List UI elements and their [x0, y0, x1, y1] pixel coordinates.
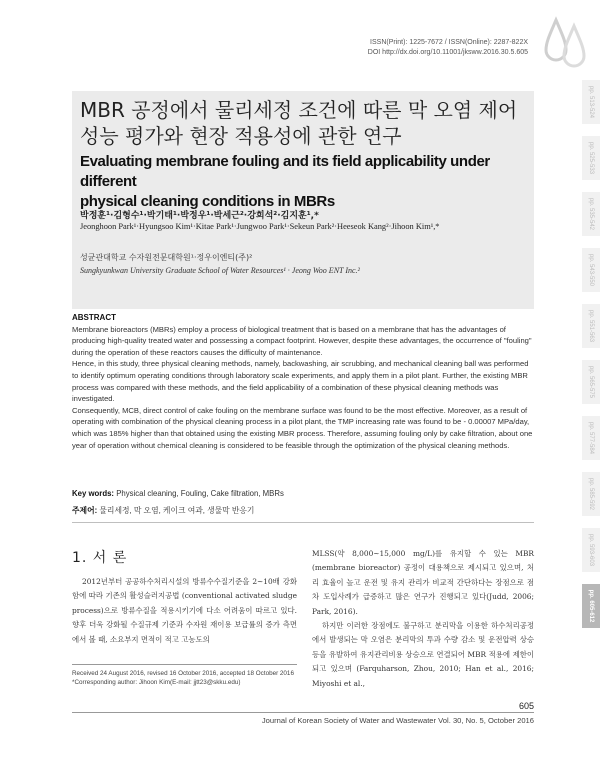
keywords-korean	[72, 505, 534, 516]
page-index-sidebar	[578, 80, 600, 710]
keywords-value: 물리세정, 막 오염, 케이크 여과, 생물막 반응기	[99, 506, 255, 515]
title-block	[72, 91, 534, 309]
sidebar-tab-label: pp. 605-612	[588, 589, 594, 623]
sidebar-tab-label: pp. 525-533	[588, 141, 594, 175]
sidebar-tab-label: pp. 593-603	[588, 533, 594, 567]
page-number: 605	[518, 701, 534, 711]
authors-korean: 박정훈¹·김형수¹·박기태¹·박정우¹·박세근²·강희석²·김지훈¹,*	[80, 211, 319, 221]
abstract-heading: ABSTRACT	[72, 313, 116, 322]
sidebar-tab[interactable]	[582, 416, 600, 460]
section-heading: 1. 서 론	[72, 550, 128, 566]
authors-english: Jeonghoon Park¹·Hyungsoo Kim¹·Kitae Park¹·Jungwoo Park¹·Sekeun Park²·Heeseok Kang²·Jihoon Kim¹,*	[80, 222, 440, 231]
body-paragraph: 2012년부터 공공하수처리시설의 방류수수질기준을 2~10배 강화함에 따라 기존의 활성슬러지공법 (conventional activated sludge process)으로 방류수질을 적용시키기에 다소 어려움이 따르고 있다. 향후 더욱 강화될 수질규제 기준과 수자원 재이용 보급률의 증가 측면에서 볼 때, 소요부지 면적이 적고 고농도의	[72, 577, 297, 644]
sidebar-tab[interactable]	[582, 136, 600, 180]
corresponding-author: *Corresponding author: Jihoon Kim(E-mail: jjtt23@skku.edu)	[72, 679, 241, 686]
sidebar-tab-label: pp. 565-575	[588, 365, 594, 399]
body-paragraph: 하지만 이러한 장점에도 불구하고 분리막을 이용한 하수처리공정에서 발생되는 막 오염은 분리막의 투과 수량 감소 및 운전압력 상승 등을 유발하여 유지관리비용 상승으로 연결되어 MBR 적용에 제한이 되고 있으며 (Farquharson, Zhou, 2010; Han et al., 2016; Miyoshi et al.,	[312, 621, 534, 688]
footnote-rule	[72, 664, 297, 665]
keywords-label: Key words:	[72, 489, 115, 498]
keywords-english	[72, 489, 534, 498]
journal-citation: Journal of Korean Society of Water and Wastewater Vol. 30, No. 5, October 2016	[261, 716, 534, 725]
sidebar-tab-label: pp. 513-524	[588, 85, 594, 119]
journal-logo-icon	[540, 16, 590, 78]
body-column-left	[72, 547, 297, 647]
keywords-value: Physical cleaning, Fouling, Cake filtration, MBRs	[116, 489, 284, 498]
sidebar-tab-label: pp. 577-584	[588, 421, 594, 455]
sidebar-tab-label: pp. 543-550	[588, 253, 594, 287]
abstract-paragraph: Membrane bioreactors (MBRs) employ a process of biological treatment that is based on a membrane that has the advantages of producing high-quality treated water and possessing a compact footprint. However, despite these advantages, the occurrence of "fouling" during the operation of these reactors causes the difficulty of maintenance.	[72, 324, 532, 357]
sidebar-tab[interactable]	[582, 80, 600, 124]
keywords-label: 주제어:	[72, 506, 98, 515]
english-title: Evaluating membrane fouling and its field applicability under different physical cleaning conditions in MBRs	[80, 153, 490, 210]
sidebar-tab-label: pp. 535-542	[588, 197, 594, 231]
korean-title: MBR 공정에서 물리세정 조건에 따른 막 오염 제어 성능 평가와 현장 적용성에 관한 연구	[80, 98, 518, 148]
sidebar-tab[interactable]	[582, 584, 600, 628]
issn-line: ISSN(Print): 1225-7672 / ISSN(Online): 2287-822X	[370, 39, 528, 46]
sidebar-tab[interactable]	[582, 304, 600, 348]
affiliation-korean: 성균관대학교 수자원전문대학원¹·정우이엔티(주)²	[80, 253, 253, 262]
sidebar-tab[interactable]	[582, 472, 600, 516]
sidebar-tab[interactable]	[582, 192, 600, 236]
footnote	[72, 664, 297, 687]
footer-rule	[72, 712, 534, 713]
divider	[72, 522, 534, 523]
received-dates: Received 24 August 2016, revised 16 October 2016, accepted 18 October 2016	[72, 670, 294, 677]
abstract	[72, 312, 534, 451]
abstract-paragraph: Consequently, MCB, direct control of cake fouling on the membrane surface was found to be the most effective. Moreover, as a result of operating with combination of the physical cleaning process in a pilot plant, the TMP increasing rate was found to be - 0.00007 MPa/day, which was 185% higher than that obtained using the existing MBR process. Therefore, assuming fouling only by cake filtration, about one year of operation without chemical cleaning is considered to be feasible through the optimization of the physical cleaning methods.	[72, 405, 533, 450]
sidebar-tab[interactable]	[582, 528, 600, 572]
sidebar-tab-label: pp. 551-563	[588, 309, 594, 343]
doi-line: DOI http://dx.doi.org/10.11001/jksww.2016.30.5.605	[367, 49, 528, 56]
body-column-right	[312, 547, 534, 691]
affiliation-english: Sungkyunkwan University Graduate School of Water Resources¹ · Jeong Woo ENT Inc.²	[80, 266, 360, 275]
sidebar-tab[interactable]	[582, 248, 600, 292]
issn-doi-header	[368, 38, 528, 58]
sidebar-tab[interactable]	[582, 360, 600, 404]
abstract-paragraph: Hence, in this study, three physical cleaning methods, namely, backwashing, air scrubbing, and mechanical cleaning ball was performed to identify optimum operating conditions through laboratory scale experiments, and apply them in a pilot plant. Further, the existing MBR process was compared with these methods, and the field applicability of a combination of these physical cleaning methods was investigated.	[72, 359, 529, 404]
sidebar-tab-label: pp. 585-592	[588, 477, 594, 511]
body-paragraph: MLSS(약 8,000~15,000 mg/L)를 유지할 수 있는 MBR (membrane bioreactor) 공정이 대용책으로 제시되고 있으며, 처리 효율이 높고 운전 및 유지 관리가 비교적 간단하다는 장점으로 점차 도입사례가 급증하고 많은 연구가 진행되고 있다(Judd, 2006; Park, 2016).	[312, 549, 534, 616]
